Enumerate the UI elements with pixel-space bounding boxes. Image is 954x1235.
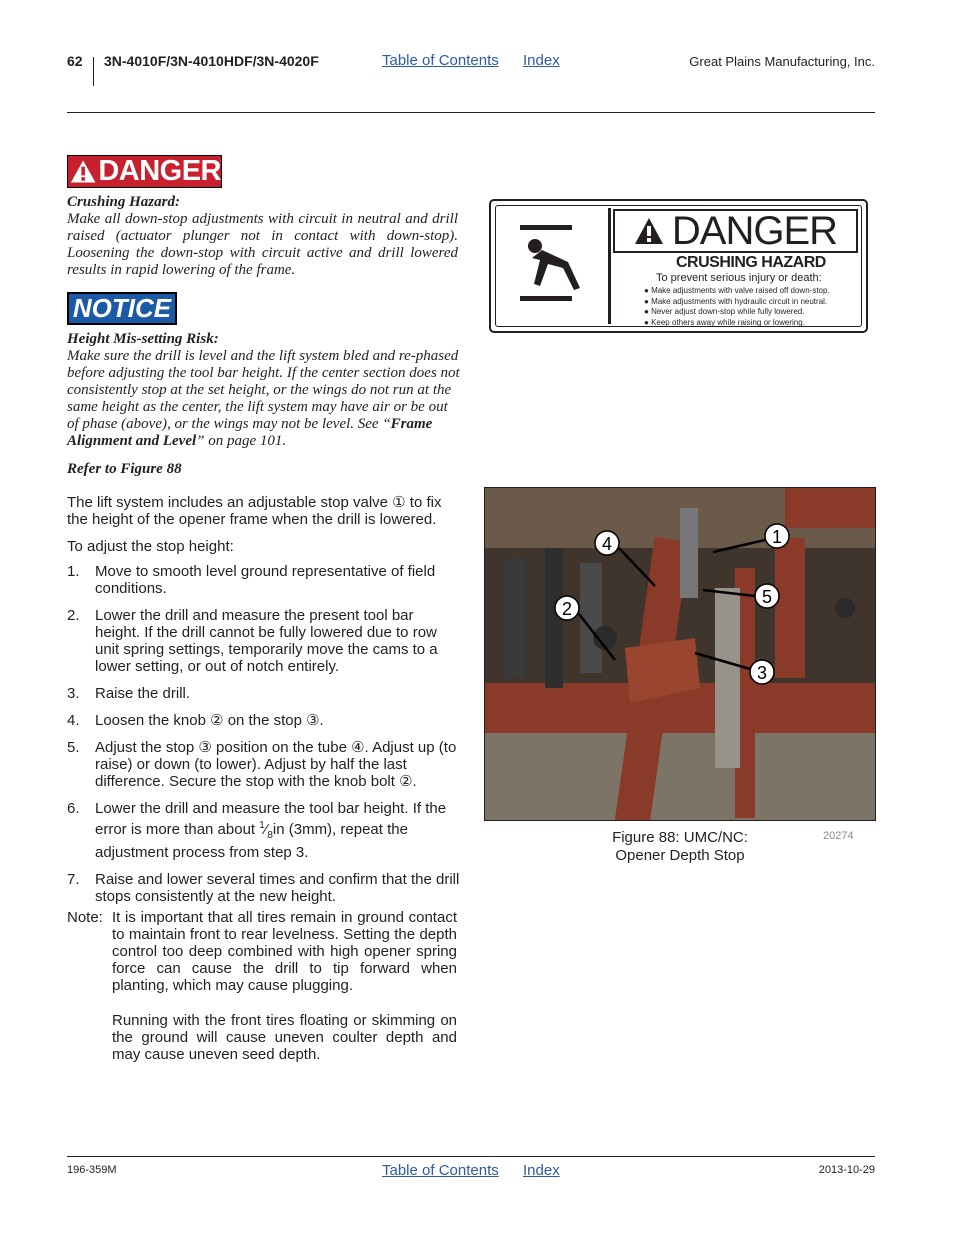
figure-caption [560,829,800,865]
page-number: 62 [67,53,83,69]
step-number: 7. [67,871,80,888]
step-text: Lower the drill and measure the tool bar height. If the error is more than about [95,800,447,838]
step-text: Loosen the knob ② on the stop ③. [95,712,324,729]
intro-paragraph: The lift system includes an adjustable stop valve ① to fix the height of the opener frame when the drill is lowered. [67,494,442,528]
model-title: 3N-4010F/3N-4010HDF/3N-4020F [104,53,319,69]
callout-2: 2 [561,599,573,619]
figure-photo [484,487,876,821]
step-text-continued: in (3mm), repeat the adjustment process from step 3. [95,821,408,861]
footer-rule [67,1156,875,1157]
step-text: Move to smooth level ground representative of field conditions. [95,563,436,597]
step-number: 4. [67,712,80,729]
fraction-numerator: 1 [259,820,265,831]
caption-line-1: Figure 88: UMC/NC: [612,829,748,846]
list-item [67,685,462,702]
note-block [67,909,457,1081]
warning-triangle-icon [70,158,96,185]
header-divider [93,57,94,86]
notice-text-after: ” on page 101. [196,433,287,449]
photo-id: 20274 [823,830,854,842]
step-text: Raise and lower several times and confirm that the drill stops consistently at the new height. [95,871,460,905]
list-item: ● Make adjustments with valve raised off down-stop. [644,286,830,297]
note-label: Note: [67,909,103,926]
notice-text [67,348,462,450]
notice-title: Height Mis-setting Risk: [67,331,219,347]
doc-date: 2013-10-29 [818,1164,875,1176]
list-item: ● Keep others away while raising or lowering. [644,318,830,329]
callout-5: 5 [761,587,773,607]
figure-reference: Refer to Figure 88 [67,461,182,477]
callout-overlay [485,488,876,821]
danger-label: DANGER [98,155,221,187]
note-paragraph: Running with the front tires floating or skimming on the ground will cause uneven coulter depth and may cause uneven seed depth. [112,1012,457,1063]
list-item [67,563,462,597]
list-item [67,712,462,729]
callout-3: 3 [756,663,768,683]
step-number: 5. [67,739,80,756]
list-item: ● Make adjustments with hydraulic circuit in neutral. [644,297,830,308]
list-item [67,871,462,905]
step-text: Raise the drill. [95,685,191,702]
decal-heading-text: DANGER [671,208,838,253]
crushing-pictogram-icon [498,208,611,324]
decal-subheading: CRUSHING HAZARD [676,254,826,271]
danger-banner [67,155,222,188]
notice-banner [67,292,177,325]
list-item: ● Never adjust down-stop while fully lowered. [644,307,830,318]
notice-label: NOTICE [72,293,172,323]
callout-1: 1 [771,527,783,547]
list-item [67,607,462,675]
step-number: 3. [67,685,80,702]
doc-number: 196-359M [67,1164,117,1176]
notice-text-before: Make sure the drill is level and the lift system bled and re-phased before adjusting the tool bar height. If the center section does not consistently stop at the set height, or the wings do not run at the same height as the center, the lift system may have air or be out of phase (above), or the wings may not be level. See “ [67,348,460,432]
header-toc-link[interactable]: Table of Contents [382,52,499,69]
warning-triangle-icon [634,217,664,245]
step-text: Lower the drill and measure the present tool bar height. If the drill cannot be fully lowered due to row unit spring settings, temporarily move the cams to a lower setting, or out of notch entirely. [95,607,438,675]
danger-text: Make all down-stop adjustments with circuit in neutral and drill raised (actuator plunger not in contact with down-stop). Loosening the down-stop with circuit active and drill lowered results in rapid lowering of the frame. [67,211,458,278]
company-name: Great Plains Manufacturing, Inc. [689,54,875,69]
adjust-heading: To adjust the stop height: [67,538,234,555]
list-item [67,739,462,790]
callout-4: 4 [601,534,613,554]
step-number: 2. [67,607,80,624]
decal-bullet-list [644,286,830,328]
danger-title: Crushing Hazard: [67,194,180,210]
caption-line-2: Opener Depth Stop [615,847,745,864]
step-number: 6. [67,800,80,817]
footer-index-link[interactable]: Index [523,1162,560,1179]
step-text: Adjust the stop ③ position on the tube ④. Adjust up (to raise) or down (to lower). Adjust by half the last difference. Secure the stop with the knob bolt ②. [95,739,457,790]
fraction-denominator: 8 [267,830,273,841]
steps-list [67,563,462,915]
note-paragraph: It is important that all tires remain in ground contact to maintain front to rear levelness. Setting the depth control too deep combined with high opener spring force can cause the drill to tip forward when planting, which may cause plugging. [112,909,457,994]
step-number: 1. [67,563,80,580]
footer-toc-link[interactable]: Table of Contents [382,1162,499,1179]
header-rule [67,112,875,113]
decal-heading [613,209,858,253]
list-item: 6. Lower the drill and measure the tool bar height. If the error is more than about $^1⁄_8in$ (3mm), repeat the adjustment process from step 3. [67,800,447,861]
header-index-link[interactable]: Index [523,52,560,69]
notice-text-ref: Frame Alignment and Level [67,416,433,449]
danger-decal [489,199,868,333]
decal-instruction: To prevent serious injury or death: [656,272,822,284]
